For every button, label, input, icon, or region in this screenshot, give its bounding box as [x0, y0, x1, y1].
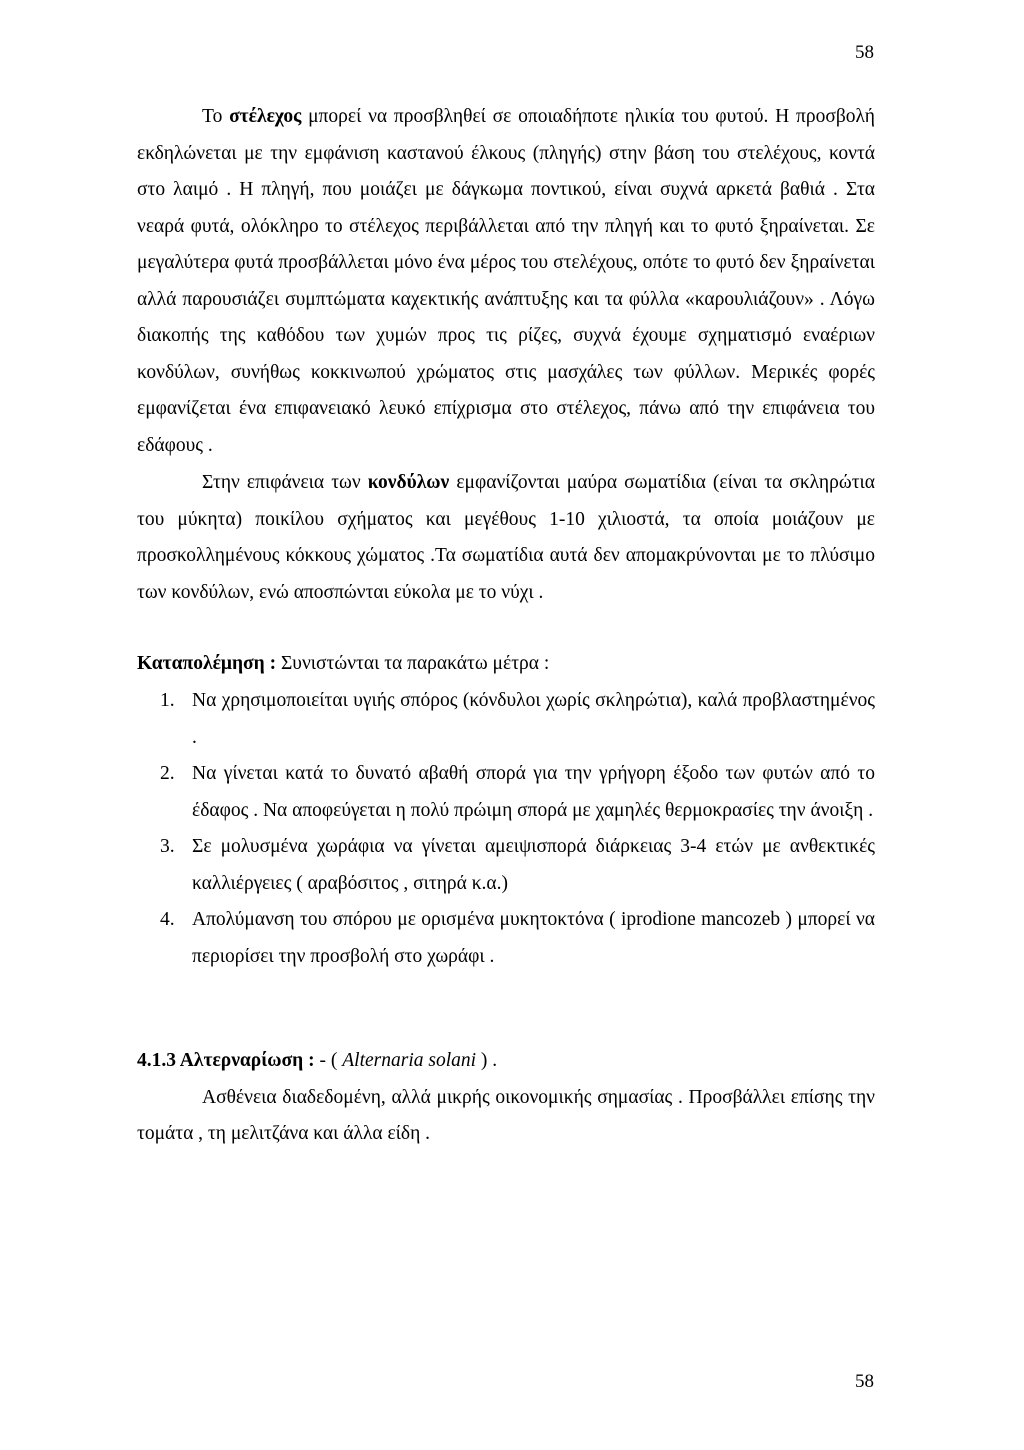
paragraph-stem: [137, 99, 875, 464]
tubers-term: κονδύλων: [367, 472, 450, 493]
stem-body: μπορεί να προσβληθεί σε οποιαδήποτε ηλικία του φυτού. Η προσβολή εκδηλώνεται με την εμφάνιση καστανού έλκους (πληγής) στην βάση του στελέχους, κοντά στο λαιμό . Η πληγή, που μοιάζει με δάγκωμα ποντικού, είναι συχνά αρκετά βαθιά . Στα νεαρά φυτά, ολόκληρο το στέλεχος περιβάλλεται από την πληγή και το φυτό ξηραίνεται. Σε μεγαλύτερα φυτά προσβάλλεται μόνο ένα μέρος του στελέχους, οπότε το φυτό δεν ξηραίνεται αλλά παρουσιάζει συμπτώματα καχεκτικής ανάπτυξης και τα φύλλα «καρουλιάζουν» . Λόγω διακοπής της καθόδου των χυμών προς τις ρίζες, συχνά έχουμε σχηματισμό εναέριων κονδύλων, συνήθως κοκκινωπού χρώματος στις μασχάλες των φύλλων. Μερικές φορές εμφανίζεται ένα επιφανειακό λευκό επίχρισμα στο στέλεχος, πάνω από την επιφάνεια του εδάφους .: [137, 106, 875, 456]
section-heading: 4.1.3 Αλτερναρίωση :: [137, 1050, 315, 1071]
control-measures-list: [160, 683, 875, 975]
section-alternaria: [137, 1043, 875, 1153]
control-intro: Συνιστώνται τα παρακάτω μέτρα :: [276, 653, 550, 674]
page-number-bottom: 58: [855, 1371, 874, 1392]
list-item-number: 2.: [160, 763, 175, 784]
tubers-body: εμφανίζονται μαύρα σωματίδια (είναι τα σκληρώτια του μύκητα) ποικίλου σχήματος και μεγέθους 1-10 χιλιοστά, τα οποία μοιάζουν με προσκολλημένους κόκκους χώματος .Τα σωματίδια αυτά δεν απομακρύνονται με το πλύσιμο των κονδύλων, ενώ αποσπώνται εύκολα με το νύχι .: [137, 472, 875, 603]
section-dash: - (: [314, 1050, 343, 1071]
tubers-paragraph-text: [137, 465, 875, 611]
section-close: ) .: [476, 1050, 498, 1071]
tubers-lead: Στην επιφάνεια των: [202, 472, 368, 493]
list-item: [160, 756, 875, 829]
list-item-number: 4.: [160, 909, 175, 930]
stem-lead: Το: [202, 106, 230, 127]
section-body: Ασθένεια διαδεδομένη, αλλά μικρής οικονομικής σημασίας . Προσβάλλει επίσης την τομάτα , τη μελιτζάνα και άλλα είδη .: [137, 1086, 875, 1144]
control-heading-line: [137, 646, 875, 683]
list-item: [160, 829, 875, 902]
section-heading-line: [137, 1043, 875, 1080]
stem-term: στέλεχος: [229, 106, 302, 127]
stem-paragraph-text: [137, 99, 875, 464]
list-item-text: Σε μολυσμένα χωράφια να γίνεται αμειψισπορά διάρκειας 3-4 ετών με ανθεκτικές καλλιέργειες ( αραβόσιτος , σιτηρά κ.α.): [192, 836, 875, 894]
paragraph-tubers: [137, 465, 875, 611]
list-item-number: 3.: [160, 836, 175, 857]
list-item-text: Να χρησιμοποιείται υγιής σπόρος (κόνδυλοι χωρίς σκληρώτια), καλά προβλαστημένος .: [192, 690, 875, 748]
section-latin-name: Alternaria solani: [342, 1050, 477, 1071]
control-heading-text: [137, 646, 875, 683]
list-item-text: Απολύμανση του σπόρου με ορισμένα μυκητοκτόνα ( iprodione mancozeb ) μπορεί να περιορίσει την προσβολή στο χωράφι .: [192, 909, 875, 967]
page-number-top: 58: [855, 42, 874, 63]
list-item-text: Να γίνεται κατά το δυνατό αβαθή σπορά για την γρήγορη έξοδο των φυτών από το έδαφος . Να αποφεύγεται η πολύ πρώιμη σπορά με χαμηλές θερμοκρασίες την άνοιξη .: [192, 763, 875, 821]
list-item: [160, 902, 875, 975]
list-item: [160, 683, 875, 756]
control-heading: Καταπολέμηση :: [137, 653, 277, 674]
list-item-number: 1.: [160, 690, 175, 711]
